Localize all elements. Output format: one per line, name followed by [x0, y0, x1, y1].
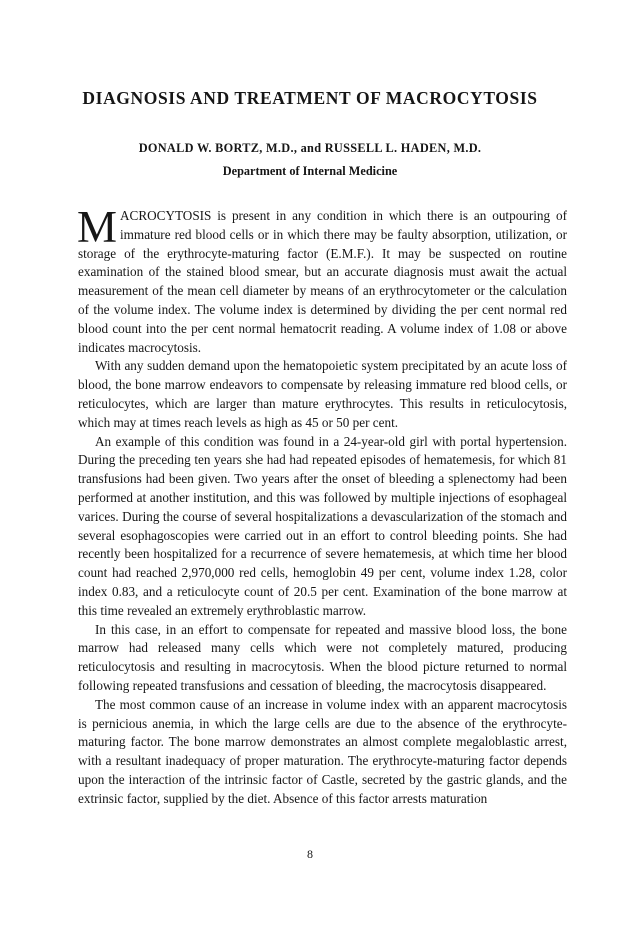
article-title: DIAGNOSIS AND TREATMENT OF MACROCYTOSIS — [82, 88, 538, 108]
article-department: Department of Internal Medicine — [222, 164, 398, 178]
paragraph-2: With any sudden demand upon the hematopoietic system precipitated by an acute loss of blood, the bone marrow endeavors to compensate by releasing immature red blood cells, or reticulocytes, which are larger than mature erythrocytes. This results in reticulocytosis, which may at times reach levels as high as 45 or 50 per cent. — [78, 358, 567, 430]
page-number: 8 — [307, 847, 313, 861]
article-authors: DONALD W. BORTZ, M.D., and RUSSELL L. HADEN, M.D. — [138, 141, 482, 155]
paragraph-5: The most common cause of an increase in volume index with an apparent macrocytosis is pernicious anemia, in which the large cells are due to the absence of the erythrocyte-maturing factor. The bone marrow demonstrates an almost complete megaloblastic arrest, with a resultant inadequacy of proper maturation. The erythrocyte-maturing factor depends upon the interaction of the intrinsic factor of Castle, secreted by the gastric glands, and the extrinsic factor, supplied by the diet. Absence of this factor arrests maturation — [78, 696, 567, 806]
article-body — [77, 202, 567, 809]
paragraph-1 — [77, 202, 567, 357]
paragraph-3: An example of this condition was found in a 24-year-old girl with portal hypertension. During the preceding ten years she had had repeated episodes of hematemesis, for which 81 transfusions had been given. Two years after the onset of bleeding a splenectomy had been performed at another institution, and this was followed by multiple injections of esophageal varices. During the course of several hospitalizations a devascularization of the stomach and several esophagoscopies were carried out in an effort to control bleeding points. She had recently been hospitalized for a recurrence of severe hematemesis, at which time her blood count had reached 2,970,000 red cells, hemoglobin 49 per cent, volume index 1.28, color index 0.83, and a reticulocyte count of 20.5 per cent. Examination of the bone marrow at this time revealed an extremely erythroblastic marrow. — [78, 433, 567, 618]
paragraph-1-text: ACROCYTOSIS is present in any condition in which there is an outpouring of immature red blood cells or in which there may be faulty absorption, utilization, or storage of the erythrocyte-maturing factor (E.M.F.). It may be suspected on routine examination of the stained blood smear, but an accurate diagnosis must await the actual measurement of the mean cell diameter by means of an erythrocytometer or the calculation of the volume index. The volume index is determined by dividing the per cent normal red blood count into the per cent normal hematocrit reading. A volume index of 1.08 or above indicates macrocytosis. — [78, 208, 567, 355]
paragraph-4: In this case, in an effort to compensate for repeated and massive blood loss, the bone marrow had released many cells which were not completely matured, producing reticulocytosis and resulting in macrocytosis. When the blood picture returned to normal following repeated transfusions and cessation of bleeding, the macrocytosis disappeared. — [78, 621, 567, 693]
drop-cap: M — [77, 202, 118, 252]
